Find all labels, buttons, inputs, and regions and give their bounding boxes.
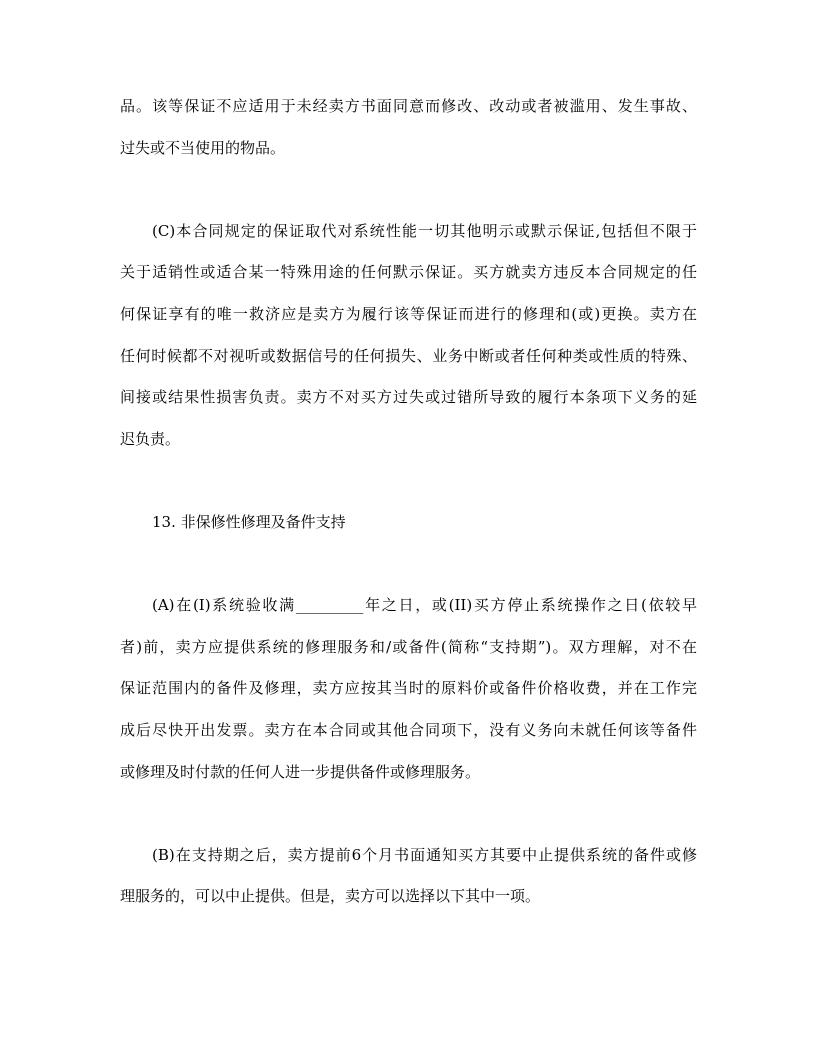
paragraph-clause-b bbox=[120, 835, 697, 918]
text-line: 任何时候都不对视听或数据信号的任何损失、业务中断或者任何种类或性质的特殊、 bbox=[120, 346, 697, 365]
text-line: 理服务的，可以中止提供。但是，卖方可以选择以下其中一项。 bbox=[120, 887, 541, 906]
text-line: 者)前，卖方应提供系统的修理服务和/或备件(简称“支持期”)。双方理解，对不在 bbox=[120, 637, 697, 656]
text-line: 关于适销性或适合某一特殊用途的任何默示保证。买方就卖方违反本合同规定的任 bbox=[120, 263, 697, 282]
text-line: 品。该等保证不应适用于未经卖方书面同意而修改、改动或者被滥用、发生事故、 bbox=[120, 97, 697, 115]
text-line: 或修理及时付款的任何人进一步提供备件或修理服务。 bbox=[120, 762, 481, 781]
paragraph-clause-a bbox=[120, 585, 697, 793]
text-line: 迟负责。 bbox=[120, 429, 181, 448]
section-13-heading-block bbox=[120, 502, 697, 544]
text-line: 过失或不当使用的物品。 bbox=[120, 138, 286, 157]
paragraph-warranty-continuation bbox=[120, 86, 697, 169]
text-line: (B)在支持期之后，卖方提前6个月书面通知买方其要中止提供系统的备件或修 bbox=[152, 845, 697, 864]
text-line: 何保证享有的唯一救济应是卖方为履行该等保证而进行的修理和(或)更换。卖方在 bbox=[120, 304, 697, 323]
text-line: (C)本合同规定的保证取代对系统性能一切其他明示或默示保证,包括但不限于 bbox=[152, 221, 697, 240]
text-line: (A)在(I)系统验收满_________年之日，或(II)买方停止系统操作之日(依较早 bbox=[152, 596, 697, 615]
text-line: 间接或结果性损害负责。卖方不对买方过失或过错所导致的履行本条项下义务的延 bbox=[120, 388, 697, 407]
section-13-heading: 13. 非保修性修理及备件支持 bbox=[152, 512, 346, 531]
paragraph-clause-c bbox=[120, 211, 697, 461]
text-line: 成后尽快开出发票。卖方在本合同或其他合同项下，没有义务向未就任何该等备件 bbox=[120, 720, 697, 739]
text-line: 保证范围内的备件及修理，卖方应按其当时的原料价或备件价格收费，并在工作完 bbox=[120, 679, 697, 698]
